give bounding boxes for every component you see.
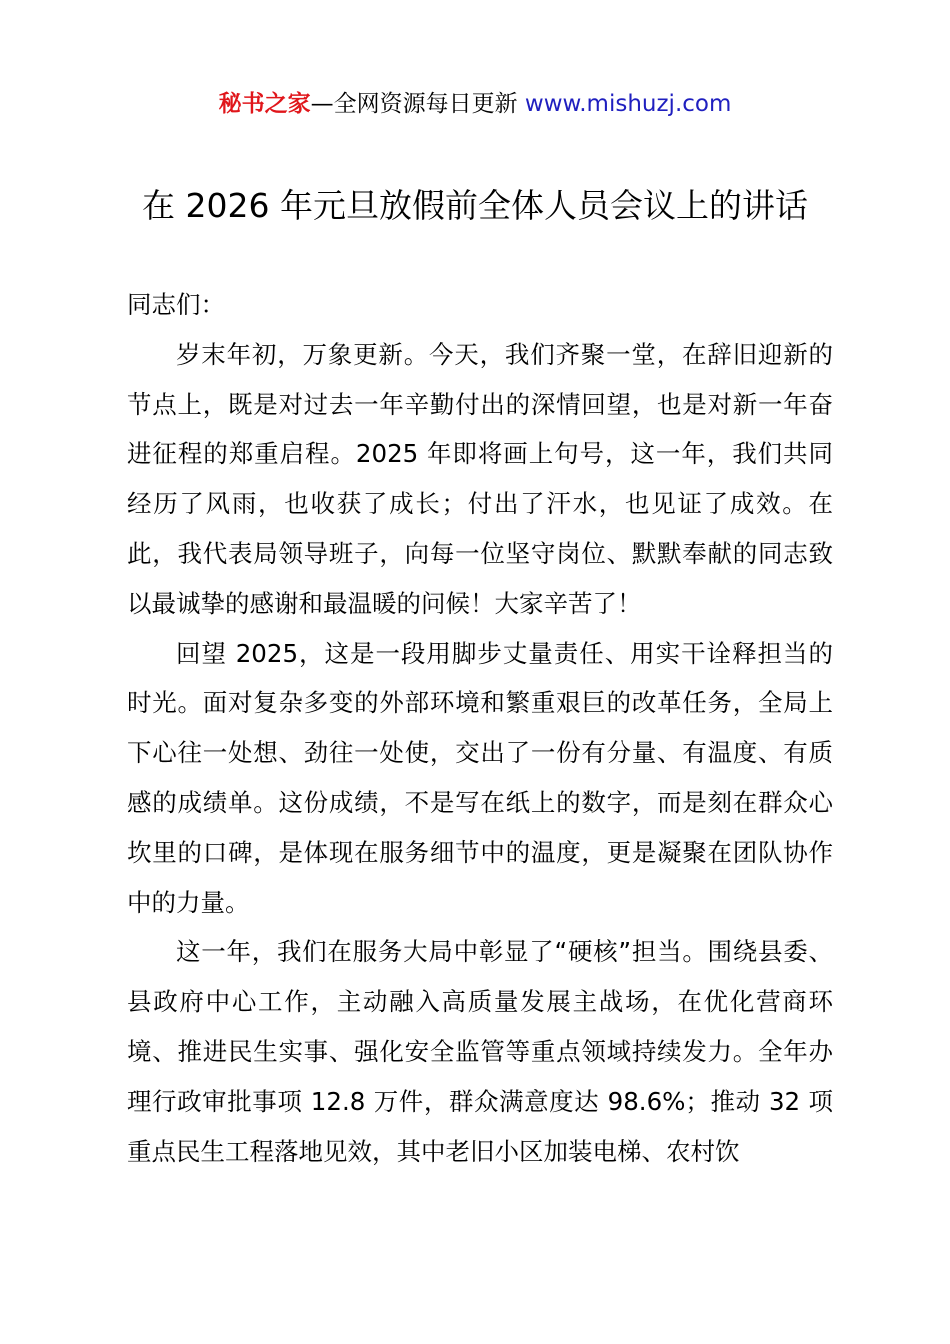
header-tagline: —全网资源每日更新 xyxy=(310,91,525,117)
site-header xyxy=(0,88,950,120)
paragraph: 岁末年初，万象更新。今天，我们齐聚一堂，在辞旧迎新的节点上，既是对过去一年辛勤付出的深情回望，也是对新一年奋进征程的郑重启程。2025 年即将画上句号，这一年，我们共同经历了风雨，也收获了成长；付出了汗水，也见证了成效。在此，我代表局领导班子，向每一位坚守岗位、默默奉献的同志致以最诚挚的感谢和最温暖的问候！大家辛苦了！ xyxy=(127,339,833,618)
document-title: 在 2026 年元旦放假前全体人员会议上的讲话 xyxy=(142,186,808,225)
paragraph: 回望 2025，这是一段用脚步丈量责任、用实干诠释担当的时光。面对复杂多变的外部环境和繁重艰巨的改革任务，全局上下心往一处想、劲往一处使，交出了一份有分量、有温度、有质感的成绩单。这份成绩，不是写在纸上的数字，而是刻在群众心坎里的口碑，是体现在服务细节中的温度，更是凝聚在团队协作中的力量。 xyxy=(127,638,833,917)
paragraph: 这一年，我们在服务大局中彰显了“硬核”担当。围绕县委、县政府中心工作，主动融入高质量发展主战场，在优化营商环境、推进民生实事、强化安全监管等重点领域持续发力。全年办理行政审批事项 12.8 万件，群众满意度达 98.6%；推动 32 项重点民生工程落地见效，其中老旧小区加装电梯、农村饮 xyxy=(127,937,833,1166)
brand-name: 秘书之家 xyxy=(218,91,311,117)
site-url-link[interactable]: www.mishuzj.com xyxy=(524,91,732,117)
document-body xyxy=(127,280,833,1176)
salutation: 同志们： xyxy=(127,290,225,319)
